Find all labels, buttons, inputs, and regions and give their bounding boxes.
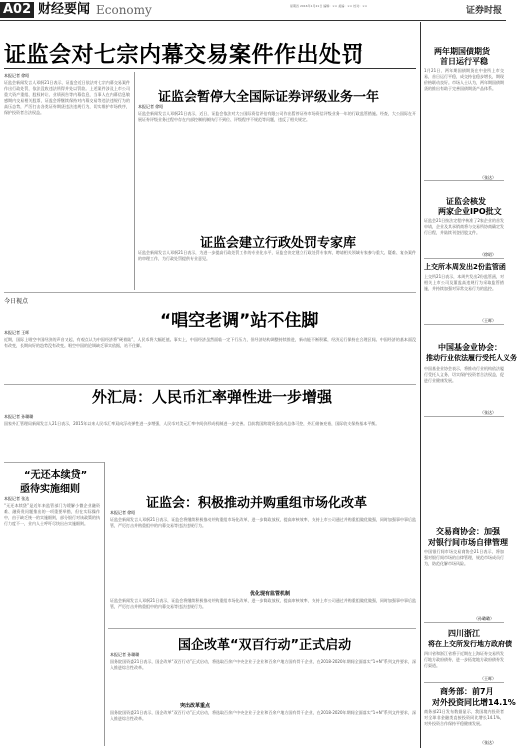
sidebar-body: 上交所21日表示，本周共发出2份监管函，对相关上市公司及董监高违规行为采取监管措施，并持续加强对异常交易行为的监控。: [424, 274, 504, 291]
section-en: Economy: [96, 3, 152, 17]
masthead-info: 星期四 2016年1月21日 编辑：×× 美编：×× 校对：××: [290, 4, 368, 8]
merger-headline: 证监会：积极推动并购重组市场化改革: [146, 496, 368, 511]
sidebar-headline: 证监会核发: [446, 197, 486, 206]
fx-headline: 外汇局：人民币汇率弹性进一步增强: [92, 388, 333, 406]
section-rule: [424, 180, 504, 181]
feature-headline: “无还本续贷”: [24, 470, 88, 481]
soe-subhead: 突出改革重点: [180, 703, 211, 709]
lead-body: 证监会新闻发言人邓舸21日表示，证监会近日依法对七宗内幕交易案件作出行政处罚，依法没收违法所得并处以罚款。上述案件涉及上市公司重大资产重组、股权转让、业绩预告等内幕信息，当事人在内幕信息敏感期内交易相关股票，证监会将继续保持对内幕交易等违法违规行为的高压态势，严厉打击各类证券期货违法违规行为，切实维护市场秩序，保护投资者合法权益。: [4, 80, 130, 115]
section-rule: [424, 416, 504, 417]
sub-body-expert: 证监会新闻发言人邓舸21日表示，为进一步提高行政处罚工作的专业化水平，证监会决定建立行政处罚专家库，聘请相关领域专家参与重大、疑难、复杂案件的审理工作，为行政处罚提供专业意见。: [138, 250, 416, 261]
sidebar-headline2: 将在上交所发行地方政府债: [428, 640, 512, 648]
feature-byline: 本报记者 张达: [4, 496, 30, 501]
sidebar-byline: （孙璐璐）: [474, 616, 494, 621]
sidebar-body: 1月21日，两年期国债期货在中金所上市交易，首日运行平稳，成交持仓稳步增长，期现价格联动良好。市场人士认为，两年期国债期货的推出有助于完善国债期货产品体系。: [424, 68, 504, 91]
merger-body-cont: 证监会新闻发言人邓舸21日表示，证监会将继续积极推动并购重组市场化改革，进一步简政放权，提高审核效率，支持上市公司通过并购重组做优做强，同时加强事中事后监管，严厉打击并购重组中的内幕交易等违法违规行为。: [110, 598, 416, 609]
soe-body: 国务院国资委21日表示，国企改革“双百行动”正式启动，将选取百余户中央企业子企业和百余户地方国有骨干企业，在2018-2020年期间全面落实“1+N”系列文件要求，深入推进综合性改革。: [110, 659, 416, 670]
soe-headline: 国企改革“双百行动”正式启动: [178, 638, 352, 653]
sidebar-headline: 商务部：前7月: [440, 687, 494, 696]
commentary-body: 近期，国际上唱空中国经济的声音又起，有观点认为中国经济将“硬着陆”，人民币将大幅贬值。事实上，中国经济虽然面临一定下行压力，但经济结构调整持续推进，新动能不断积累，经济运行保持在合理区间。中国经济的基本面没有改变，长期向好的趋势没有改变。唱空中国的论调缺乏事实依据，站不住脚。: [4, 337, 416, 348]
sidebar-body: 中国基金业协会表示，将推动行业机构依法履行受托人义务，切实保护投资者合法权益，促进行业健康发展。: [424, 366, 504, 383]
paper-name: 证券时报: [465, 6, 502, 16]
commentary-byline: 本报记者 王晖: [4, 330, 30, 335]
sidebar-headline: 四川浙江: [448, 629, 480, 638]
sidebar-byline: （张达）: [480, 175, 496, 180]
section-title: 财经要闻: [38, 2, 91, 17]
masthead: [0, 0, 506, 21]
section-rule: [424, 258, 504, 259]
sidebar-body: 四川省和浙江省将于近期在上海证券交易所发行地方政府债券，进一步拓宽地方政府债券发行渠道。: [424, 651, 504, 668]
fx-body: 国家外汇管理局新闻发言人21日表示，2015年以来人民币汇率双向浮动弹性进一步增强，人民币对美元汇率中间价形成机制进一步完善。目前我国跨境资金流动总体可控，外汇储备充裕，国际收支保持基本平衡。: [4, 421, 380, 426]
sidebar-byline: （张达）: [480, 410, 496, 415]
sidebar-byline: （徐昭）: [480, 252, 496, 257]
section-rule: [424, 622, 504, 623]
feature-body: “无还本续贷”是近年来监管部门为缓解小微企业融资难、融资贵问题推出的一项重要举措，但在实际操作中，由于缺乏统一的实施细则，部分银行对该政策的执行力度不一，业内人士呼吁尽快出台实施细则。: [4, 503, 100, 526]
sub-body-rating: 证监会新闻发言人邓舸21日表示，近日，证监会依法对大公国际资信评估有限公司作出暂停证券市场资信评级业务一年的行政监管措施。经查，大公国际在开展证券评级业务过程中存在内部控制机制执行不到位、评级程序不规范等问题，违反了相关规定。: [138, 111, 416, 122]
merger-body: 证监会新闻发言人邓舸21日表示，证监会将继续积极推动并购重组市场化改革，进一步简政放权，提高审核效率，支持上市公司通过并购重组做优做强，同时加强事中事后监管，严厉打击并购重组中的内幕交易等违法违规行为。: [110, 517, 416, 528]
section-rule: [4, 292, 416, 293]
soe-byline: 本报记者 孙璐璐: [110, 652, 140, 657]
sidebar-byline: （王晖）: [480, 676, 496, 681]
section-code: A02: [0, 2, 34, 18]
section-rule: [424, 682, 504, 683]
merger-subhead: 优化现有监管机制: [250, 591, 291, 597]
lead-rule: [4, 68, 416, 69]
fx-byline: 本报记者 孙璐璐: [4, 414, 34, 419]
sidebar-headline: 交易商协会：加强: [436, 527, 500, 536]
sub-headline-rating: 证监会暂停大全国际证券评级业务一年: [158, 90, 380, 105]
section-rule: [108, 628, 416, 629]
today-label: 今日视点: [4, 298, 29, 305]
merger-byline: 本报记者 徐昭: [110, 510, 136, 515]
sub-headline-expert: 证监会建立行政处罚专家库: [200, 236, 357, 251]
section-rule: [424, 324, 504, 325]
sidebar-headline2: 首日运行平稳: [440, 57, 488, 66]
lead-byline: 本报记者 徐昭: [4, 73, 30, 78]
sidebar-byline: （王晖）: [480, 318, 496, 323]
sidebar-body: 证监会21日按法定程序核准了2家企业的首发申请，企业及其承销商将与交易所协商确定发行日程，并陆续刊登招股文件。: [424, 218, 504, 235]
sidebar-headline2: 两家企业IPO批文: [438, 207, 502, 216]
sub-byline-rating: 本报记者 徐昭: [138, 104, 164, 109]
section-rule: [4, 462, 104, 463]
section-rule: [4, 384, 416, 385]
sidebar-body: 商务部21日发布数据显示，我国境内投资者对全球非金融类直接投资同比增长14.1%，对外投资合作保持平稳健康发展。: [424, 709, 504, 726]
sidebar-headline2: 推动行业依法履行受托人义务: [426, 354, 517, 362]
sidebar-byline: （张达）: [480, 740, 496, 745]
sidebar-divider: [420, 22, 421, 748]
sidebar-headline: 两年期国债期货: [434, 47, 490, 56]
sidebar-headline2: 对银行间市场自律管理: [428, 538, 508, 547]
sidebar-headline: 中国基金业协会：: [438, 343, 502, 352]
soe-body-cont: 国务院国资委21日表示，国企改革“双百行动”正式启动，将选取百余户中央企业子企业和百余户地方国有骨干企业，在2018-2020年期间全面落实“1+N”系列文件要求，深入推进综合性改革。: [110, 710, 416, 721]
lead-headline: 证监会对七宗内幕交易案件作出处罚: [4, 43, 365, 68]
feature-headline2: 亟待实施细则: [20, 484, 80, 495]
sidebar-headline2: 对外投资同比增14.1%: [432, 698, 516, 707]
col-divider: [104, 462, 105, 746]
commentary-headline: “唱空老调”站不住脚: [160, 311, 319, 331]
sidebar-body: 中国银行间市场交易商协会21日表示，将加强对银行间市场的自律管理，规范市场成员行为，防范化解市场风险。: [424, 549, 504, 566]
sidebar-headline: 上交所本周发出2份监管函: [424, 263, 506, 271]
col-divider: [134, 72, 135, 290]
